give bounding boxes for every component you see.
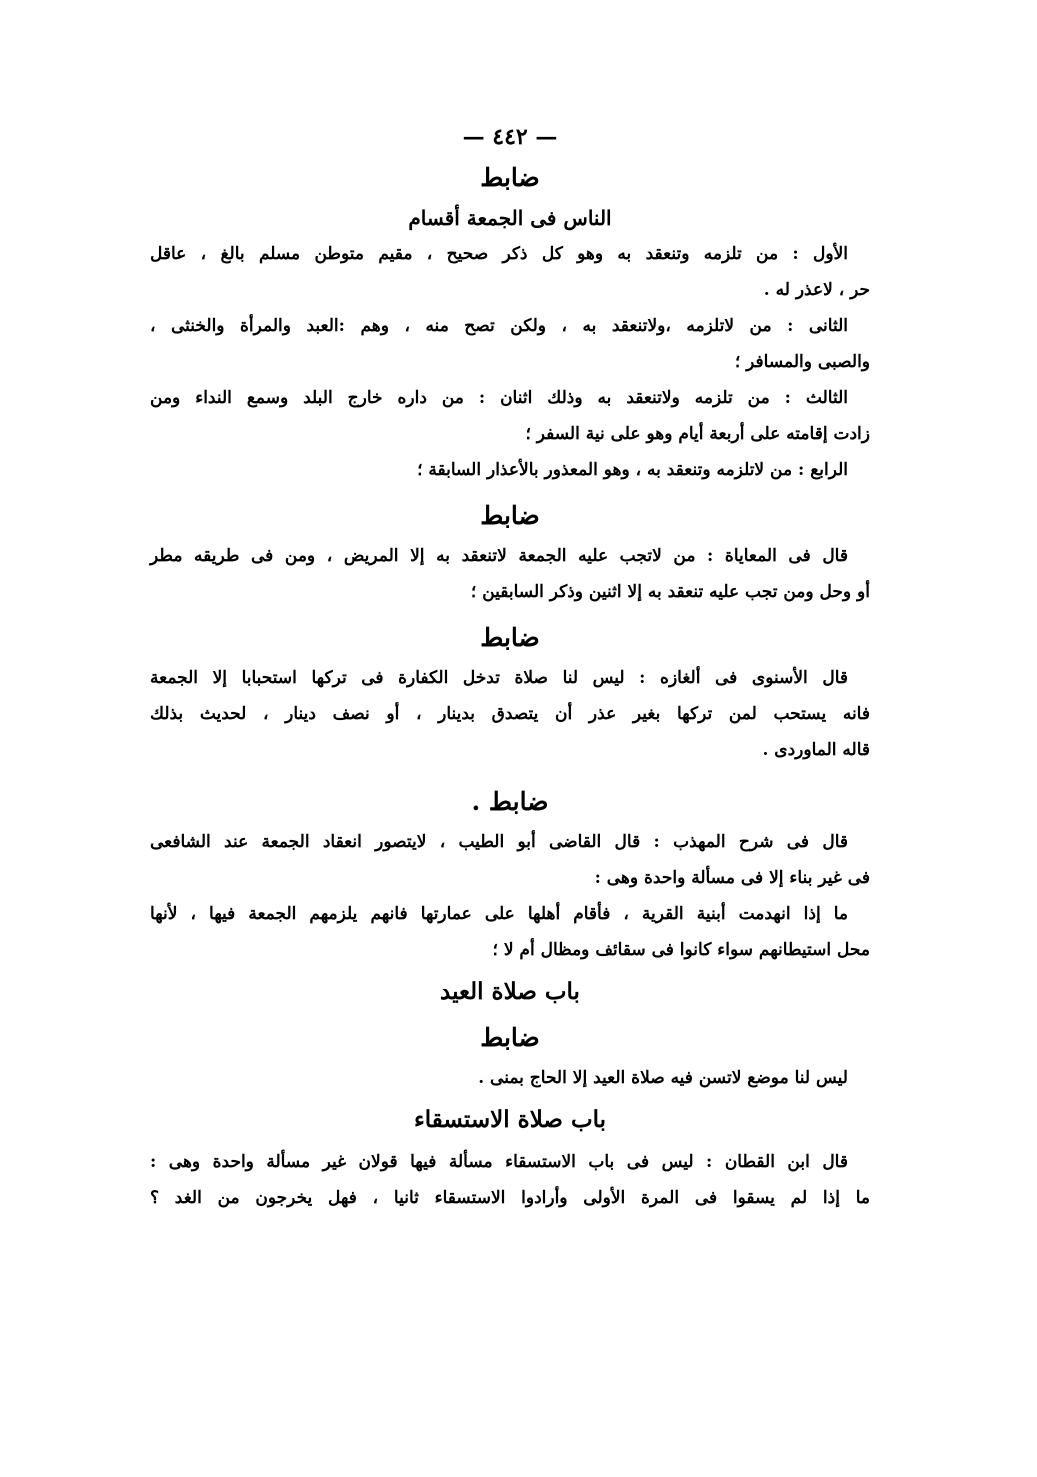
chapter-heading: باب صلاة العيد (440, 978, 580, 1005)
text-line: قال ابن القطان : ليس فى باب الاستسقاء مسألة فيها قولان غير مسألة واحدة وهى : (150, 1152, 848, 1172)
section-heading-dabit: ضابط (480, 163, 540, 192)
page-number: — ٤٤٢ — (462, 124, 558, 150)
section-heading-dabit: ضابط (480, 623, 540, 652)
section-heading-dabit: ضابط . (471, 787, 549, 816)
text-line: ما إذا انهدمت أبنية القرية ، فأقام أهلها على عمارتها فانهم يلزمهم الجمعة فيها ، لأنها (150, 904, 848, 924)
text-line: والصبى والمسافر ؛ (734, 352, 870, 372)
text-line: أو وحل ومن تجب عليه تنعقد به إلا اثنين وذكر السابقين ؛ (470, 582, 870, 602)
section-heading-dabit: ضابط (480, 1023, 540, 1052)
chapter-heading: باب صلاة الاستسقاء (413, 1106, 607, 1133)
text-line: زادت إقامته على أربعة أيام وهو على نية السفر ؛ (525, 424, 870, 444)
text-line: قال فى المعاياة : من لاتجب عليه الجمعة لاتنعقد به إلا المريض ، ومن فى طريقه مطر (150, 546, 848, 566)
text-line: فانه يستحب لمن تركها بغير عذر أن يتصدق بدينار ، أو نصف دينار ، لحديث بذلك (150, 704, 870, 724)
text-line: فى غير بناء إلا فى مسألة واحدة وهى : (594, 868, 870, 888)
text-line: ما إذا لم يسقوا فى المرة الأولى وأرادوا الاستسقاء ثانيا ، فهل يخرجون من الغد ؟ (150, 1188, 870, 1208)
text-line: الأول : من تلزمه وتنعقد به وهو كل ذكر صحيح ، مقيم متوطن مسلم بالغ ، عاقل (150, 244, 848, 264)
text-line: قال الأسنوى فى ألغازه : ليس لنا صلاة تدخل الكفارة فى تركها استحبابا إلا الجمعة (150, 668, 848, 688)
section-title: الناس فى الجمعة أقسام (408, 206, 612, 230)
text-line: قاله الماوردى . (762, 740, 870, 760)
text-line: حر ، لاعذر له . (763, 280, 870, 300)
section-heading-dabit: ضابط (480, 501, 540, 530)
text-line: قال فى شرح المهذب : قال القاضى أبو الطيب ، لايتصور انعقاد الجمعة عند الشافعى (150, 832, 848, 852)
text-line: الثانى : من لاتلزمه ،ولاتنعقد به ، ولكن تصح منه ، وهم :العبد والمرأة والخنثى ، (150, 316, 848, 336)
text-line: محل استيطانهم سواء كانوا فى سقائف ومظال أم لا ؛ (492, 940, 870, 960)
text-line: الرابع : من لاتلزمه وتنعقد به ، وهو المعذور بالأعذار السابقة ؛ (417, 460, 848, 480)
text-line: ليس لنا موضع لاتسن فيه صلاة العيد إلا الحاج بمنى . (478, 1068, 848, 1088)
book-page (150, 118, 870, 1216)
text-line: الثالث : من تلزمه ولاتنعقد به وذلك اثنان : من داره خارج البلد وسمع النداء ومن (150, 388, 848, 408)
